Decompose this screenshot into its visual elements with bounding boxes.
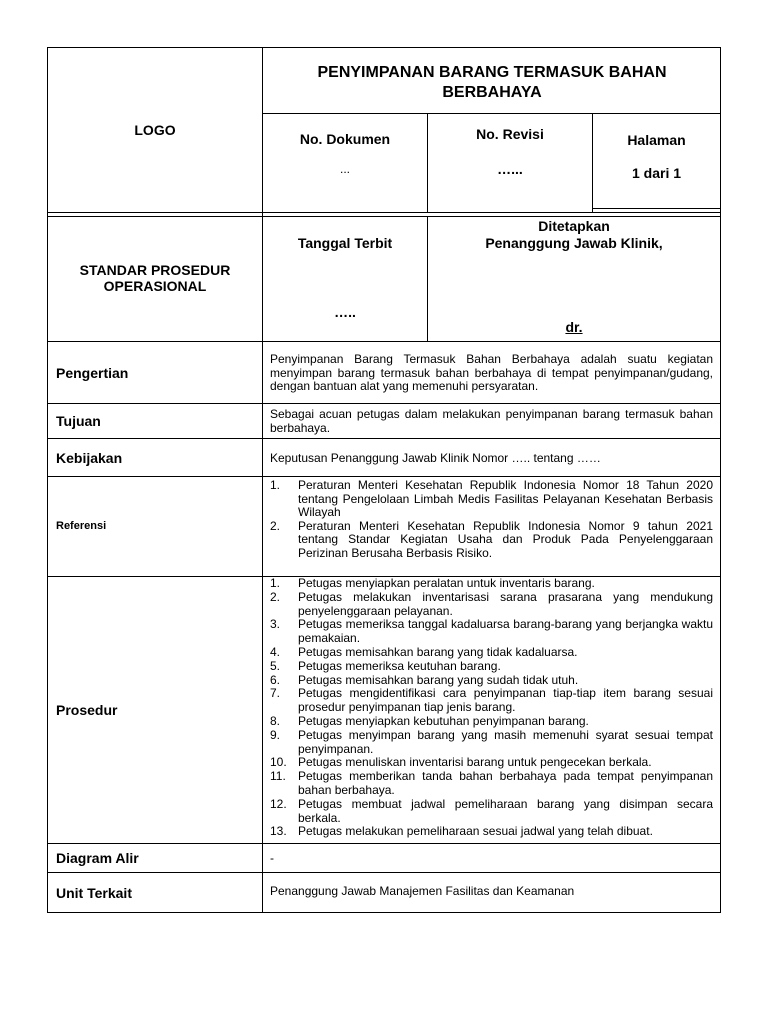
logo-placeholder: LOGO bbox=[134, 122, 176, 138]
list-item bbox=[270, 756, 713, 770]
list-item bbox=[270, 798, 713, 826]
referensi-label: Referensi bbox=[56, 520, 107, 532]
approval-label: Ditetapkan bbox=[538, 218, 610, 234]
border-bottom bbox=[47, 912, 721, 913]
issue-date-value: ….. bbox=[334, 304, 356, 320]
diagram-label: Diagram Alir bbox=[56, 850, 139, 866]
list-item bbox=[270, 770, 713, 798]
list-number: 1. bbox=[270, 478, 281, 492]
list-item bbox=[270, 687, 713, 715]
revision-value: …... bbox=[497, 161, 523, 177]
list-text: Petugas memeriksa tanggal kadaluarsa barang-barang yang berjangka waktu pemakaian. bbox=[298, 617, 713, 646]
list-item bbox=[270, 674, 713, 688]
list-item bbox=[270, 729, 713, 757]
list-number: 9. bbox=[270, 727, 281, 742]
title-underline bbox=[262, 113, 721, 114]
list-number: 10. bbox=[270, 755, 287, 770]
list-item bbox=[270, 618, 713, 646]
referensi-list bbox=[270, 479, 713, 561]
list-item bbox=[270, 825, 713, 839]
header-double-line-1 bbox=[47, 212, 721, 213]
sop-label: STANDAR PROSEDUR OPERASIONAL bbox=[79, 262, 231, 294]
list-number: 13. bbox=[270, 824, 287, 839]
column-divider bbox=[262, 47, 263, 913]
list-item bbox=[270, 479, 713, 520]
list-number: 3. bbox=[270, 617, 281, 632]
issue-date-label: Tanggal Terbit bbox=[297, 235, 393, 251]
row-line-4 bbox=[47, 476, 721, 477]
list-text: Peraturan Menteri Kesehatan Republik Indonesia Nomor 9 tahun 2021 tentang Standar Kegiatan Usaha dan Produk Pada Penyelenggaraan Perizinan Berusaha Berbasis Risiko. bbox=[298, 518, 713, 560]
page-box-bottom bbox=[592, 208, 721, 209]
list-item bbox=[270, 646, 713, 660]
prosedur-label: Prosedur bbox=[56, 702, 118, 718]
list-item bbox=[270, 591, 713, 619]
list-item bbox=[270, 577, 713, 591]
list-text: Petugas melakukan pemeliharaan sesuai jadwal yang telah dibuat. bbox=[298, 824, 653, 839]
unit-text: Penanggung Jawab Manajemen Fasilitas dan Keamanan bbox=[270, 884, 575, 898]
list-number: 8. bbox=[270, 713, 281, 728]
page-value: 1 dari 1 bbox=[631, 165, 682, 181]
signer-name: dr. bbox=[565, 319, 583, 335]
list-text: Petugas menyimpan barang yang masih memenuhi syarat sesuai tempat penyimpanan. bbox=[298, 727, 713, 756]
prosedur-list bbox=[270, 577, 713, 839]
kebijakan-text: Keputusan Penanggung Jawab Klinik Nomor ….. tentang …… bbox=[270, 451, 601, 465]
list-number: 11. bbox=[270, 769, 286, 784]
list-text: Petugas mengidentifikasi cara penyimpanan tiap-tiap item barang sesuai prosedur penyimpanan tiap jenis barang. bbox=[298, 686, 713, 715]
list-number: 2. bbox=[270, 518, 281, 533]
list-text: Petugas menuliskan inventarisi barang untuk pengecekan berkala. bbox=[298, 755, 652, 770]
list-text: Petugas memisahkan barang yang tidak kadaluarsa. bbox=[298, 644, 578, 659]
revision-label: No. Revisi bbox=[476, 126, 544, 142]
tujuan-label: Tujuan bbox=[56, 413, 101, 429]
border-right bbox=[720, 47, 721, 913]
pengertian-label: Pengertian bbox=[56, 364, 129, 381]
list-number: 4. bbox=[270, 644, 281, 659]
list-text: Petugas membuat jadwal pemeliharaan barang yang disimpan secara berkala. bbox=[298, 796, 713, 825]
list-number: 7. bbox=[270, 686, 281, 701]
list-text: Petugas menyiapkan peralatan untuk inventaris barang. bbox=[298, 576, 595, 590]
list-number: 5. bbox=[270, 658, 281, 673]
list-text: Peraturan Menteri Kesehatan Republik Indonesia Nomor 18 Tahun 2020 tentang Pengelolaan Limbah Medis Fasilitas Pelayanan Kesehatan Berbasis Wilayah bbox=[298, 478, 713, 520]
list-text: Petugas melakukan inventarisasi sarana prasarana yang mendukung penyelenggaraan pelayanan. bbox=[298, 589, 713, 618]
list-number: 2. bbox=[270, 589, 281, 604]
rev-page-divider bbox=[592, 113, 593, 212]
kebijakan-label: Kebijakan bbox=[56, 449, 123, 466]
list-text: Petugas memberikan tanda bahan berbahaya pada tempat penyimpanan bahan berbahaya. bbox=[298, 769, 713, 797]
list-text: Petugas memisahkan barang yang sudah tidak utuh. bbox=[298, 672, 579, 687]
list-item bbox=[270, 660, 713, 674]
approver-title: Penanggung Jawab Klinik, bbox=[485, 235, 663, 251]
list-number: 1. bbox=[270, 576, 281, 590]
header-double-line-2 bbox=[47, 216, 721, 217]
list-item bbox=[270, 715, 713, 729]
doc-number-value: ... bbox=[339, 162, 350, 176]
diagram-text: - bbox=[270, 851, 274, 865]
tujuan-text: Sebagai acuan petugas dalam melakukan penyimpanan barang termasuk bahan berbahaya. bbox=[270, 407, 713, 435]
page-label: Halaman bbox=[627, 132, 686, 148]
list-number: 6. bbox=[270, 672, 281, 687]
list-item bbox=[270, 520, 713, 561]
list-text: Petugas menyiapkan kebutuhan penyimpanan barang. bbox=[298, 713, 589, 728]
pengertian-text: Penyimpanan Barang Termasuk Bahan Berbahaya adalah suatu kegiatan menyimpan barang termasuk bahan berbahaya di tempat penyimpanan/gudang, dengan bantuan alat yang memenuhi persyaratan. bbox=[270, 352, 713, 394]
document-title: PENYIMPANAN BARANG TERMASUK BAHAN BERBAHAYA bbox=[317, 64, 667, 101]
list-number: 12. bbox=[270, 796, 287, 811]
unit-label: Unit Terkait bbox=[56, 884, 132, 901]
doc-number-label: No. Dokumen bbox=[299, 131, 391, 147]
list-text: Petugas memeriksa keutuhan barang. bbox=[298, 658, 501, 673]
